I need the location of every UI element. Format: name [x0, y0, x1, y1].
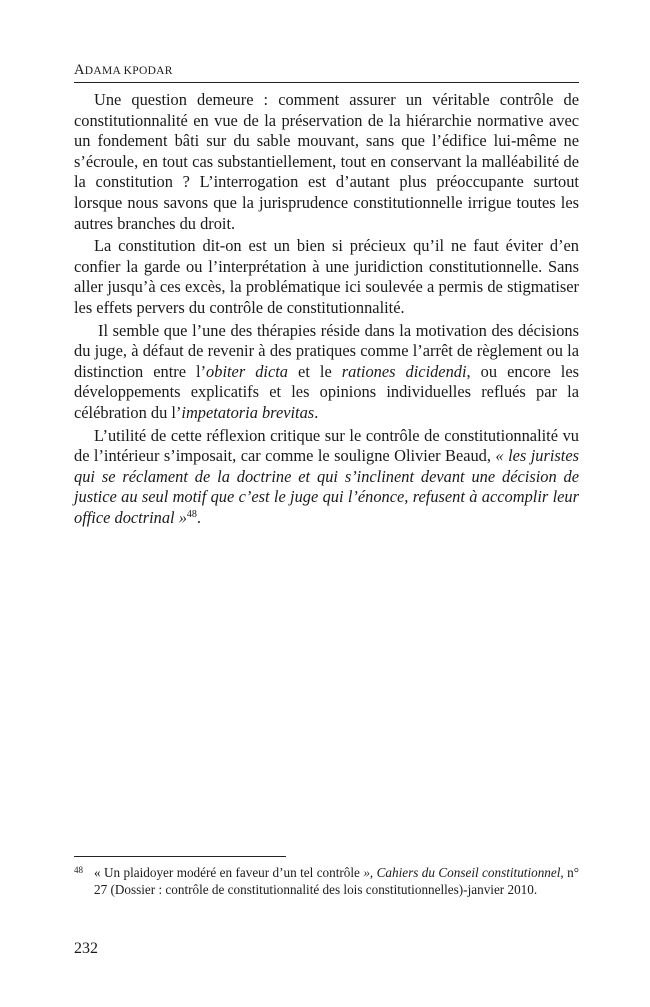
beaud-quote: « les juristes qui se réclament de la doctrine et qui s’inclinent devant une décision de justice au seul motif que c’est le juge qui l’énonce, refusent à accomplir leur office doctrinal » [74, 446, 579, 527]
main-text [74, 90, 579, 530]
footnote-ref-48[interactable]: 48 [186, 508, 197, 520]
term-impetatoria-brevitas: impetatoria brevitas [181, 402, 315, 422]
footnote-source-title: », Cahiers du Conseil constitutionnel [363, 865, 561, 880]
header-initial: A [74, 62, 85, 78]
header-author: DAMA KPODAR [84, 65, 173, 77]
footnote-48 [74, 864, 579, 899]
footnote-text-b: , n° 27 (Dossier : contrôle de constitutionnalité des lois constitutionnelles)-janvier 2010. [94, 865, 579, 898]
footnote-rule [74, 856, 286, 857]
page-number: 232 [74, 940, 98, 957]
paragraph-4-text-a: L’utilité de cette réflexion critique sur le contrôle de constitutionnalité vu de l’intérieur s’imposait, car comme le souligne Olivier Beaud, [74, 425, 579, 466]
paragraph-3-text-d: . [314, 402, 319, 422]
header-rule [74, 82, 579, 83]
paragraph-4-end: . [196, 507, 202, 527]
paragraph-3-text-c: , ou encore les développements explicatifs et les opinions individuelles reflués par la célébration du l’ [74, 361, 580, 422]
paragraph-4 [74, 426, 579, 529]
paragraph-2: La constitution dit-on est un bien si précieux qu’il ne faut éviter d’en confier la garde ou l’interprétation à une juridiction constitutionnelle. Sans aller jusqu’à ces excès, la problématique ici soulevée a permis de stigmatiser les effets pervers du contrôle de constitutionnalité. [74, 236, 579, 317]
footnote-number: 48 [74, 865, 83, 875]
paragraph-1: Une question demeure : comment assurer un véritable contrôle de constitutionnalité en vue de la préservation de la hiérarchie normative avec un fondement bâti sur du sable mouvant, sans que l’édifice lui-même ne s’écroule, en tout cas substantiellement, tout en conservant la malléabilité de la constitution ? L’interrogation est d’autant plus préoccupante surtout lorsque nous savons que la jurisprudence constitutionnelle irrigue toutes les autres branches du droit. [74, 90, 579, 233]
footnote-text [94, 864, 579, 899]
paragraph-3-text-a: Il semble que l’une des thérapies réside dans la motivation des décisions du juge, à défaut de revenir à des pratiques comme l’arrêt de règlement ou la distinction entre l’ [74, 320, 579, 381]
term-rationes-dicidendi: rationes dicidendi [341, 361, 467, 381]
paragraph-3 [74, 321, 579, 424]
term-obiter-dicta: obiter dicta [206, 361, 289, 381]
running-header [74, 62, 579, 79]
paragraph-3-text-b: et le [288, 361, 342, 381]
footnote-text-a: « Un plaidoyer modéré en faveur d’un tel contrôle [94, 865, 364, 880]
